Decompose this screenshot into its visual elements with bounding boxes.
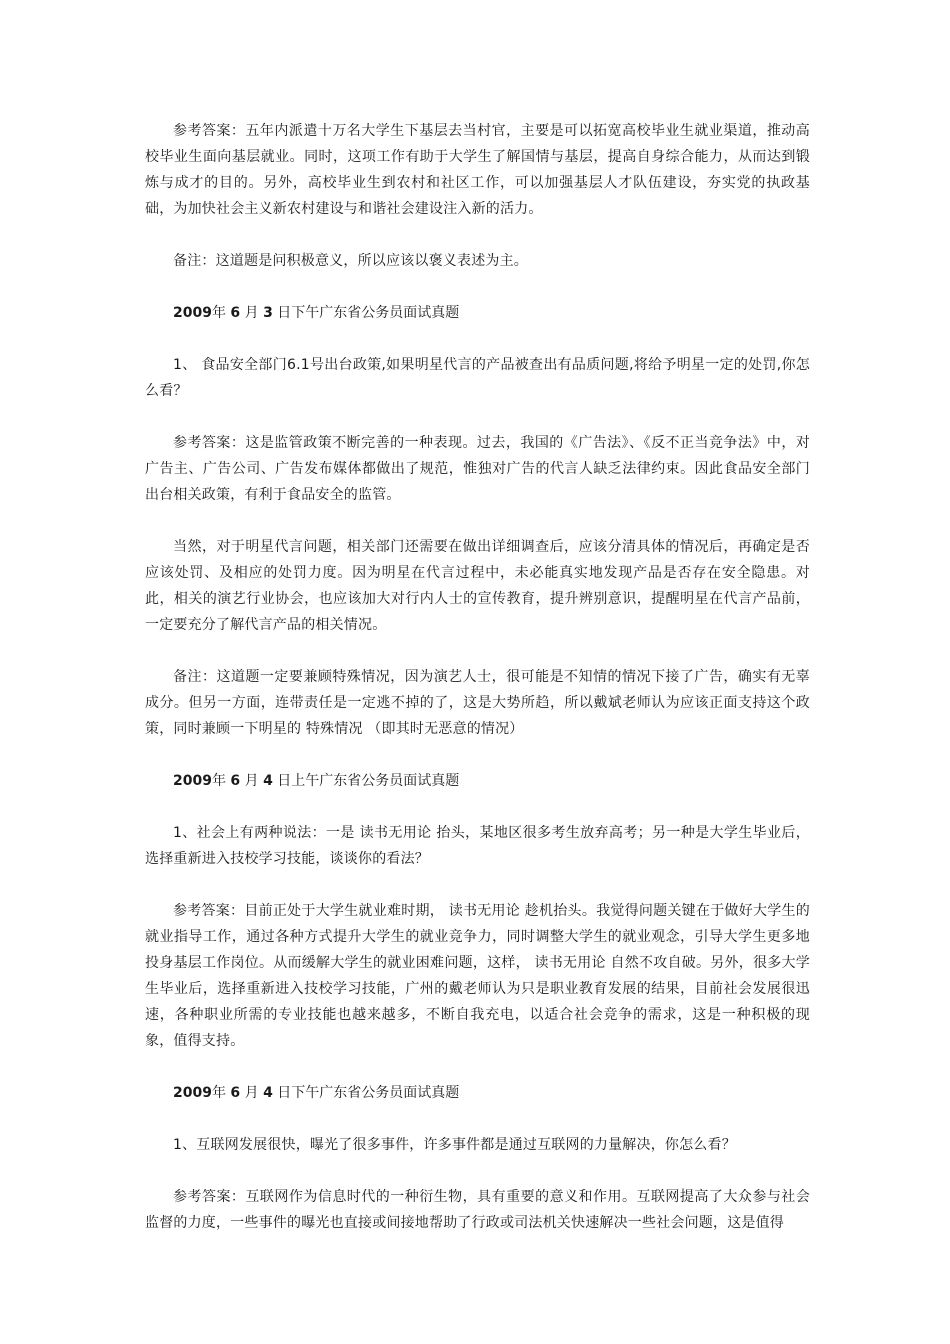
- heading-year-unit: 年: [211, 305, 226, 321]
- heading-day: 4: [263, 1085, 273, 1101]
- document-page: [145, 118, 810, 1262]
- answer-paragraph: 参考答案：这是监管政策不断完善的一种表现。过去，我国的《广告法》、《反不正当竞争法》中，对广告主、广告公司、广告发布媒体都做出了规范，惟独对广告的代言人缺乏法律约束。因此食品安全部门出台相关政策，有利于食品安全的监管。: [145, 435, 810, 503]
- answer-paragraph: 参考答案：互联网作为信息时代的一种衍生物，具有重要的意义和作用。互联网提高了大众参与社会监督的力度，一些事件的曝光也直接或间接地帮助了行政或司法机关快速解决一些社会问题，这是值得: [145, 1189, 810, 1231]
- heading-month-unit: 月: [244, 305, 259, 321]
- heading-year: 2009: [173, 773, 212, 789]
- heading-year: 2009: [173, 305, 212, 321]
- heading-month-unit: 月: [244, 773, 259, 789]
- heading-year: 2009: [173, 1085, 212, 1101]
- section-heading: [145, 768, 810, 794]
- heading-year-unit: 年: [211, 1085, 226, 1101]
- answer-paragraph: 当然，对于明星代言问题，相关部门还需要在做出详细调查后，应该分清具体的情况后，再确定是否应该处罚、及相应的处罚力度。因为明星在代言过程中，未必能真实地发现产品是否存在安全隐患。对此，相关的演艺行业协会，也应该加大对行内人士的宣传教育，提升辨别意识，提醒明星在代言产品前，一定要充分了解代言产品的相关情况。: [145, 539, 810, 633]
- note-paragraph: 备注：这道题是问积极意义，所以应该以褒义表述为主。: [173, 253, 528, 269]
- heading-month: 6: [230, 1085, 241, 1101]
- question-paragraph: 1、互联网发展很快，曝光了很多事件，许多事件都是通过互联网的力量解决，你怎么看？: [173, 1137, 736, 1153]
- heading-month: 6: [230, 773, 241, 789]
- answer-paragraph: 参考答案：五年内派遣十万名大学生下基层去当村官，主要是可以拓宽高校毕业生就业渠道，推动高校毕业生面向基层就业。同时，这项工作有助于大学生了解国情与基层，提高自身综合能力，从而达到锻炼与成才的目的。另外，高校毕业生到农村和社区工作，可以加强基层人才队伍建设，夯实党的执政基础，为加快社会主义新农村建设与和谐社会建设注入新的活力。: [145, 123, 810, 217]
- heading-day: 3: [263, 305, 273, 321]
- question-paragraph: 1、 食品安全部门6.1号出台政策,如果明星代言的产品被查出有品质问题,将给予明星一定的处罚,你怎么看？: [145, 357, 810, 399]
- heading-month-unit: 月: [244, 1085, 259, 1101]
- heading-day: 4: [263, 773, 273, 789]
- heading-title: 日下午广东省公务员面试真题: [277, 305, 460, 321]
- question-paragraph: 1、社会上有两种说法：一是 读书无用论 抬头，某地区很多考生放弃高考；另一种是大学生毕业后，选择重新进入技校学习技能，谈谈你的看法？: [145, 825, 810, 867]
- note-paragraph: 备注：这道题一定要兼顾特殊情况，因为演艺人士，很可能是不知情的情况下接了广告，确实有无辜成分。但另一方面，连带责任是一定逃不掉的了，这是大势所趋，所以戴斌老师认为应该正面支持这个政策，同时兼顾一下明星的 特殊情况 （即其时无恶意的情况）: [145, 669, 810, 737]
- heading-title: 日下午广东省公务员面试真题: [277, 1085, 460, 1101]
- heading-month: 6: [230, 305, 241, 321]
- heading-title: 日上午广东省公务员面试真题: [277, 773, 460, 789]
- heading-year-unit: 年: [211, 773, 226, 789]
- section-heading: [145, 1080, 810, 1106]
- section-heading: [145, 300, 810, 326]
- answer-paragraph: 参考答案：目前正处于大学生就业难时期， 读书无用论 趁机抬头。我觉得问题关键在于做好大学生的就业指导工作，通过各种方式提升大学生的就业竞争力，同时调整大学生的就业观念，引导大学生更多地投身基层工作岗位。从而缓解大学生的就业困难问题，这样， 读书无用论 自然不攻自破。另外，很多大学生毕业后，选择重新进入技校学习技能，广州的戴老师认为只是职业教育发展的结果，目前社会发展很迅速，各种职业所需的专业技能也越来越多，不断自我充电，以适合社会竞争的需求，这是一种积极的现象，值得支持。: [145, 903, 810, 1049]
